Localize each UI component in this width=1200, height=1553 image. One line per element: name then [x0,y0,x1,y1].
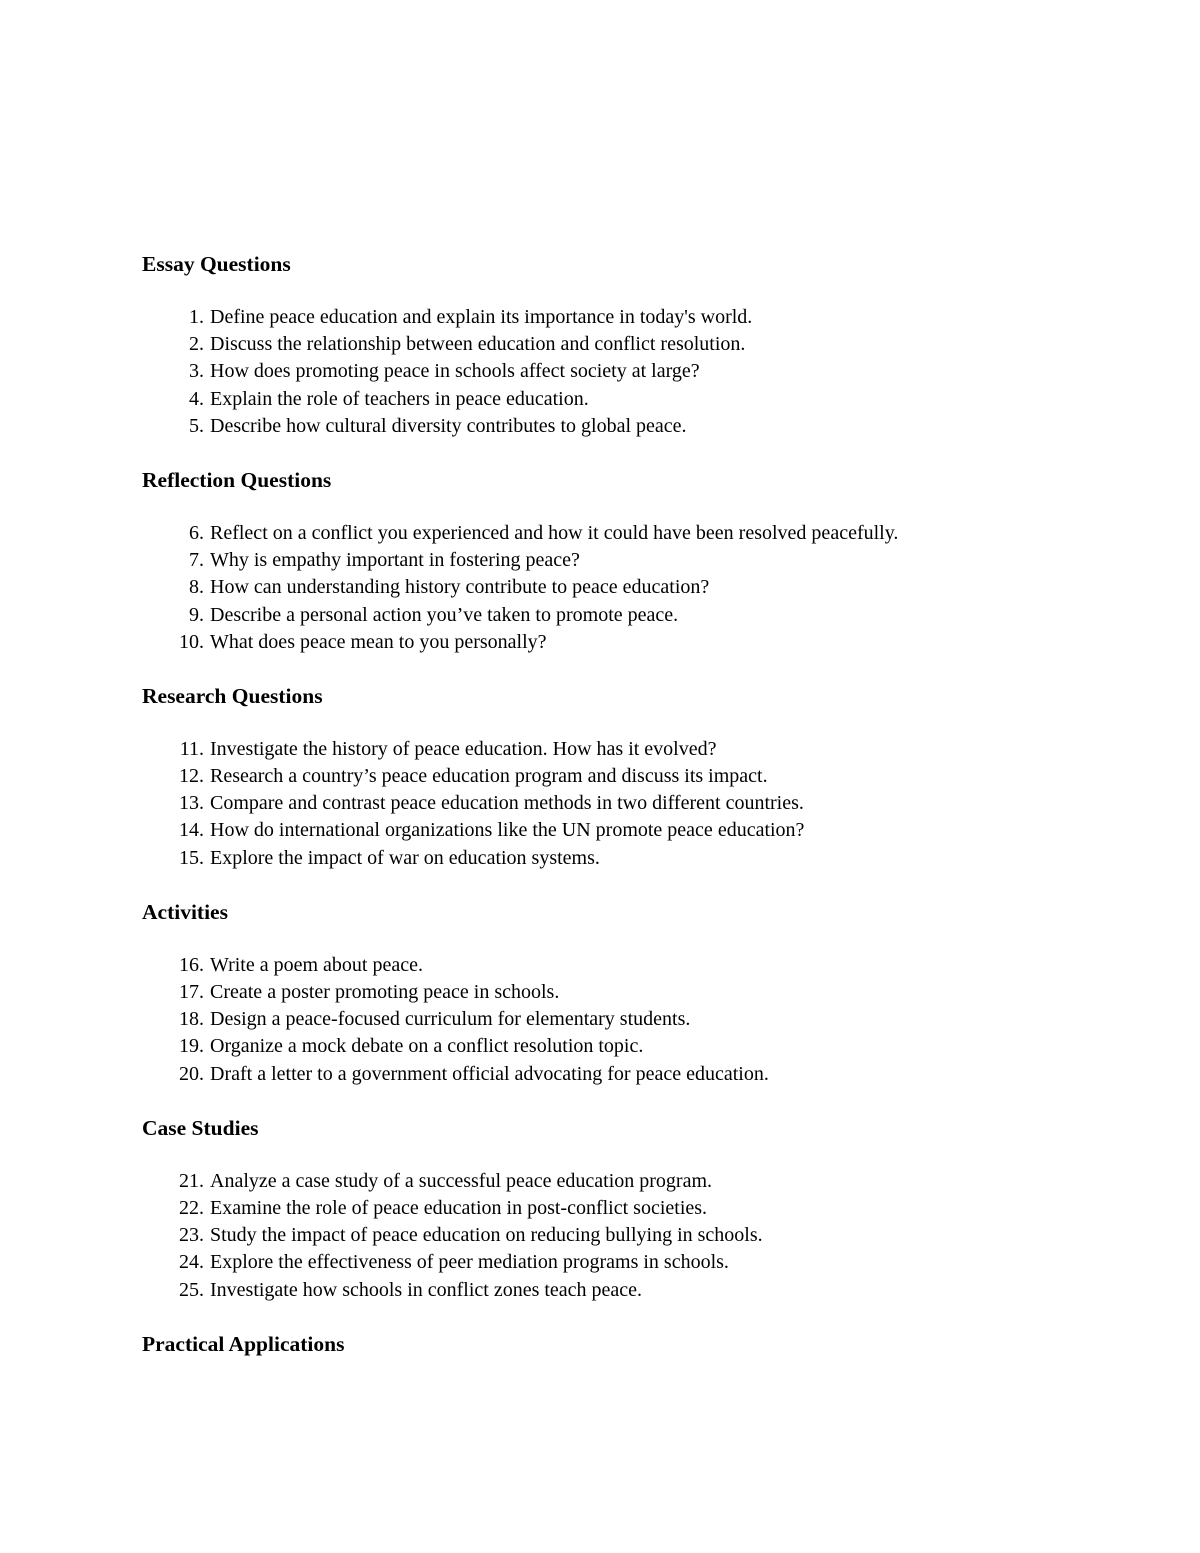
section-reflection-questions [142,464,1102,656]
item-text: What does peace mean to you personally? [210,630,547,653]
item-number: 6. [189,521,204,544]
item-text: Investigate how schools in conflict zones teach peace. [210,1278,643,1301]
section-practical-applications [142,1328,1102,1360]
list-item [142,386,1102,413]
list-item [142,413,1102,440]
section-activities [142,896,1102,1088]
item-number: 23. [179,1224,204,1247]
list-item [142,790,1102,817]
item-text: Why is empathy important in fostering peace? [210,549,580,572]
list-item [142,845,1102,872]
section-heading: Practical Applications [142,1331,345,1356]
section-research-questions [142,680,1102,872]
question-list [142,952,1102,1088]
section-heading: Activities [142,899,228,924]
item-text: Compare and contrast peace education methods in two different countries. [210,792,804,815]
list-item [142,817,1102,844]
section-heading: Research Questions [142,683,323,708]
list-item [142,520,1102,547]
item-number: 19. [179,1035,204,1058]
item-text: Explain the role of teachers in peace education. [210,387,589,410]
item-text: Draft a letter to a government official advocating for peace education. [210,1062,769,1085]
item-text: Create a poster promoting peace in schools. [210,981,560,1003]
item-number: 2. [189,333,204,356]
item-text: Reflect on a conflict you experienced and how it could have been resolved peacefully. [210,521,899,544]
section-essay-questions [142,248,1102,440]
list-item [142,952,1102,979]
item-text: How do international organizations like the UN promote peace education? [210,819,805,842]
item-number: 21. [179,1169,204,1192]
item-number: 25. [179,1278,204,1301]
item-number: 3. [189,360,204,383]
document-page [142,248,1102,1360]
list-item [142,602,1102,629]
item-number: 7. [189,549,204,572]
question-list [142,1168,1102,1304]
list-item [142,1222,1102,1249]
item-text: Discuss the relationship between education and conflict resolution. [210,333,746,356]
question-list [142,520,1102,656]
item-number: 18. [179,1008,204,1031]
item-number: 16. [179,953,204,976]
item-number: 4. [189,387,204,410]
item-number: 10. [179,630,204,653]
item-text: Define peace education and explain its importance in today's world. [210,306,753,328]
list-item [142,979,1102,1006]
item-text: How can understanding history contribute to peace education? [210,576,710,599]
item-text: Design a peace-focused curriculum for elementary students. [210,1008,691,1031]
item-text: Study the impact of peace education on reducing bullying in schools. [210,1224,763,1247]
list-item [142,1168,1102,1195]
list-item [142,331,1102,358]
section-heading: Reflection Questions [142,467,332,492]
item-text: Research a country’s peace education program and discuss its impact. [210,765,768,788]
list-item [142,304,1102,331]
item-text: Describe a personal action you’ve taken to promote peace. [210,603,679,626]
list-item [142,1061,1102,1088]
list-item [142,1249,1102,1276]
item-number: 13. [179,792,204,815]
list-item [142,763,1102,790]
item-number: 5. [189,414,204,437]
list-item [142,629,1102,656]
list-item [142,1006,1102,1033]
item-number: 9. [189,603,204,626]
question-list [142,304,1102,440]
item-number: 12. [179,765,204,788]
item-number: 8. [189,576,204,599]
item-text: Write a poem about peace. [210,953,423,976]
item-text: Explore the impact of war on education systems. [210,846,600,869]
list-item [142,547,1102,574]
list-item [142,1277,1102,1304]
item-text: Investigate the history of peace education. How has it evolved? [210,737,717,760]
item-number: 15. [179,846,204,869]
list-item [142,1033,1102,1060]
item-number: 20. [179,1062,204,1085]
item-number: 17. [179,981,204,1003]
item-text: How does promoting peace in schools affect society at large? [210,360,700,383]
list-item [142,1195,1102,1222]
section-case-studies [142,1112,1102,1304]
item-text: Examine the role of peace education in post-conflict societies. [210,1196,708,1219]
list-item [142,574,1102,601]
section-heading: Case Studies [142,1115,259,1140]
item-number: 22. [179,1196,204,1219]
list-item [142,736,1102,763]
item-number: 14. [179,819,204,842]
item-number: 11. [179,737,204,760]
item-text: Organize a mock debate on a conflict resolution topic. [210,1035,644,1058]
item-number: 1. [189,306,204,328]
item-text: Describe how cultural diversity contributes to global peace. [210,414,687,437]
item-number: 24. [179,1251,204,1274]
item-text: Explore the effectiveness of peer mediation programs in schools. [210,1251,729,1274]
item-text: Analyze a case study of a successful peace education program. [210,1169,713,1192]
section-heading: Essay Questions [142,252,291,276]
list-item [142,358,1102,385]
question-list [142,736,1102,872]
